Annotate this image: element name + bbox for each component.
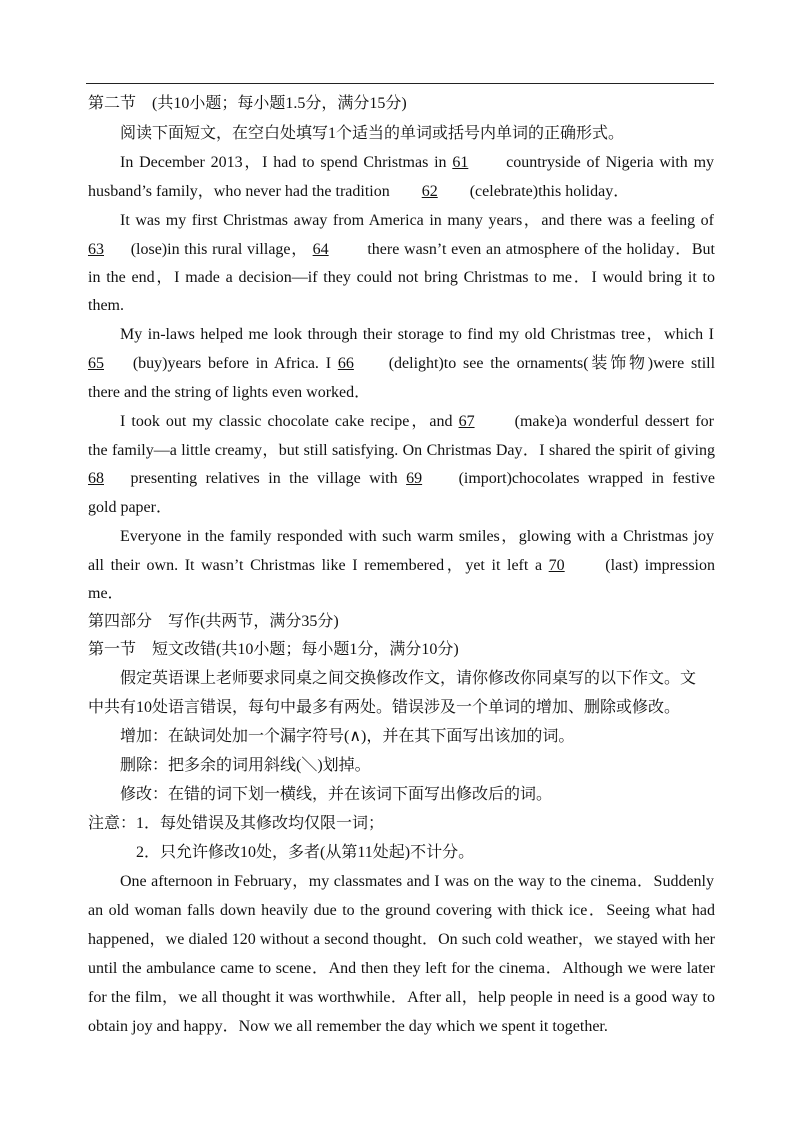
text: (lose)in this rural village， xyxy=(130,241,308,258)
essay-line-6: obtain joy and happy．Now we all remember the day which we spent it together. xyxy=(88,1018,608,1035)
blank-66: 66 xyxy=(337,355,354,372)
p4-line-1 xyxy=(120,412,714,432)
p3-line-3: there and the string of lights even worked． xyxy=(88,384,371,401)
p2-line-1: It was my first Christmas away from America in many years，and there was a feeling of xyxy=(120,212,714,229)
text: (buy)years before in Africa. I xyxy=(132,355,332,372)
p4-line-3 xyxy=(88,469,715,489)
essay-line-1: One afternoon in February，my classmates and I was on the way to the cinema．Suddenly xyxy=(120,873,714,890)
p1-line-1 xyxy=(120,153,714,173)
instruction-add: 增加：在缺词处加一个漏字符号(∧)，并在其下面写出该加的词。 xyxy=(120,728,575,745)
p2-line-2 xyxy=(88,240,715,260)
blank-63: 63 xyxy=(88,241,104,258)
text: (last) impression xyxy=(605,557,716,574)
instruction-line-1: 假定英语课上老师要求同桌之间交换修改作文，请你修改你同桌写的以下作文。文 xyxy=(120,670,697,687)
note-1: 注意：1．每处错误及其修改均仅限一词； xyxy=(88,815,385,832)
text: husband’s family，who never had the tradition xyxy=(88,183,390,200)
note-2: 2．只允许修改10处，多者(从第11处起)不计分。 xyxy=(136,844,475,861)
p3-line-1: My in-laws helped me look through their storage to find my old Christmas tree，which I xyxy=(120,326,714,343)
text: presenting relatives in the village with xyxy=(130,470,398,487)
p5-line-1: Everyone in the family responded with such warm smiles，glowing with a Christmas joy xyxy=(120,528,714,545)
p2-line-4: them. xyxy=(88,297,124,314)
p3-line-2 xyxy=(88,354,715,374)
blank-69: 69 xyxy=(406,470,423,487)
essay-line-3: happened，we dialed 120 without a second thought．On such cold weather，we stayed with her xyxy=(88,931,715,948)
p5-line-2 xyxy=(88,556,715,576)
text: there wasn’t even an atmosphere of the holiday．But xyxy=(367,241,716,258)
text: all their own. It wasn’t Christmas like I remembered，yet it left a xyxy=(88,557,543,574)
blank-64: 64 xyxy=(312,241,329,258)
text: (make)a wonderful dessert for xyxy=(514,413,714,430)
section-2-instruction: 阅读下面短文，在空白处填写1个适当的单词或括号内单词的正确形式。 xyxy=(120,125,625,142)
essay-line-5: for the film，we all thought it was worthwhile．After all，help people in need is a good way to xyxy=(88,989,715,1006)
instruction-line-2: 中共有10处语言错误，每句中最多有两处。错误涉及一个单词的增加、删除或修改。 xyxy=(88,699,681,716)
blank-61: 61 xyxy=(452,154,469,171)
p4-line-4: gold paper． xyxy=(88,499,172,516)
essay-line-2: an old woman falls down heavily due to the ground covering with thick ice．Seeing what had xyxy=(88,902,716,919)
blank-62: 62 xyxy=(421,183,438,200)
blank-68: 68 xyxy=(88,470,104,487)
p2-line-3: in the end，I made a decision—if they could not bring Christmas to me．I would bring it to xyxy=(88,269,715,286)
text: countryside of Nigeria with my xyxy=(506,154,715,171)
blank-70: 70 xyxy=(548,557,565,574)
header-rule xyxy=(86,83,714,84)
text: (delight)to see the ornaments(装饰物)were still xyxy=(388,355,716,372)
p4-line-2: the family—a little creamy，but still satisfying. On Christmas Day．I shared the spirit of giving xyxy=(88,442,715,459)
text: (import)chocolates wrapped in festive xyxy=(458,470,716,487)
text: I took out my classic chocolate cake recipe，and xyxy=(120,413,453,430)
part-4-header: 第四部分 写作(共两节，满分35分) xyxy=(88,613,339,630)
p1-line-2 xyxy=(88,182,629,202)
instruction-modify: 修改：在错的词下划一横线，并在该词下面写出修改后的词。 xyxy=(120,786,553,803)
text: In December 2013，I had to spend Christmas in xyxy=(120,154,447,171)
text: (celebrate)this holiday． xyxy=(469,183,630,200)
p5-line-3: me． xyxy=(88,585,124,602)
blank-67: 67 xyxy=(458,413,475,430)
section-2-header: 第二节 (共10小题；每小题1.5分，满分15分) xyxy=(88,95,407,112)
instruction-delete: 删除：把多余的词用斜线(＼)划掉。 xyxy=(120,757,371,774)
essay-line-4: until the ambulance came to scene．And then they left for the cinema．Although we were later xyxy=(88,960,715,977)
blank-65: 65 xyxy=(88,355,104,372)
section-1-header: 第一节 短文改错(共10小题；每小题1分，满分10分) xyxy=(88,641,459,658)
